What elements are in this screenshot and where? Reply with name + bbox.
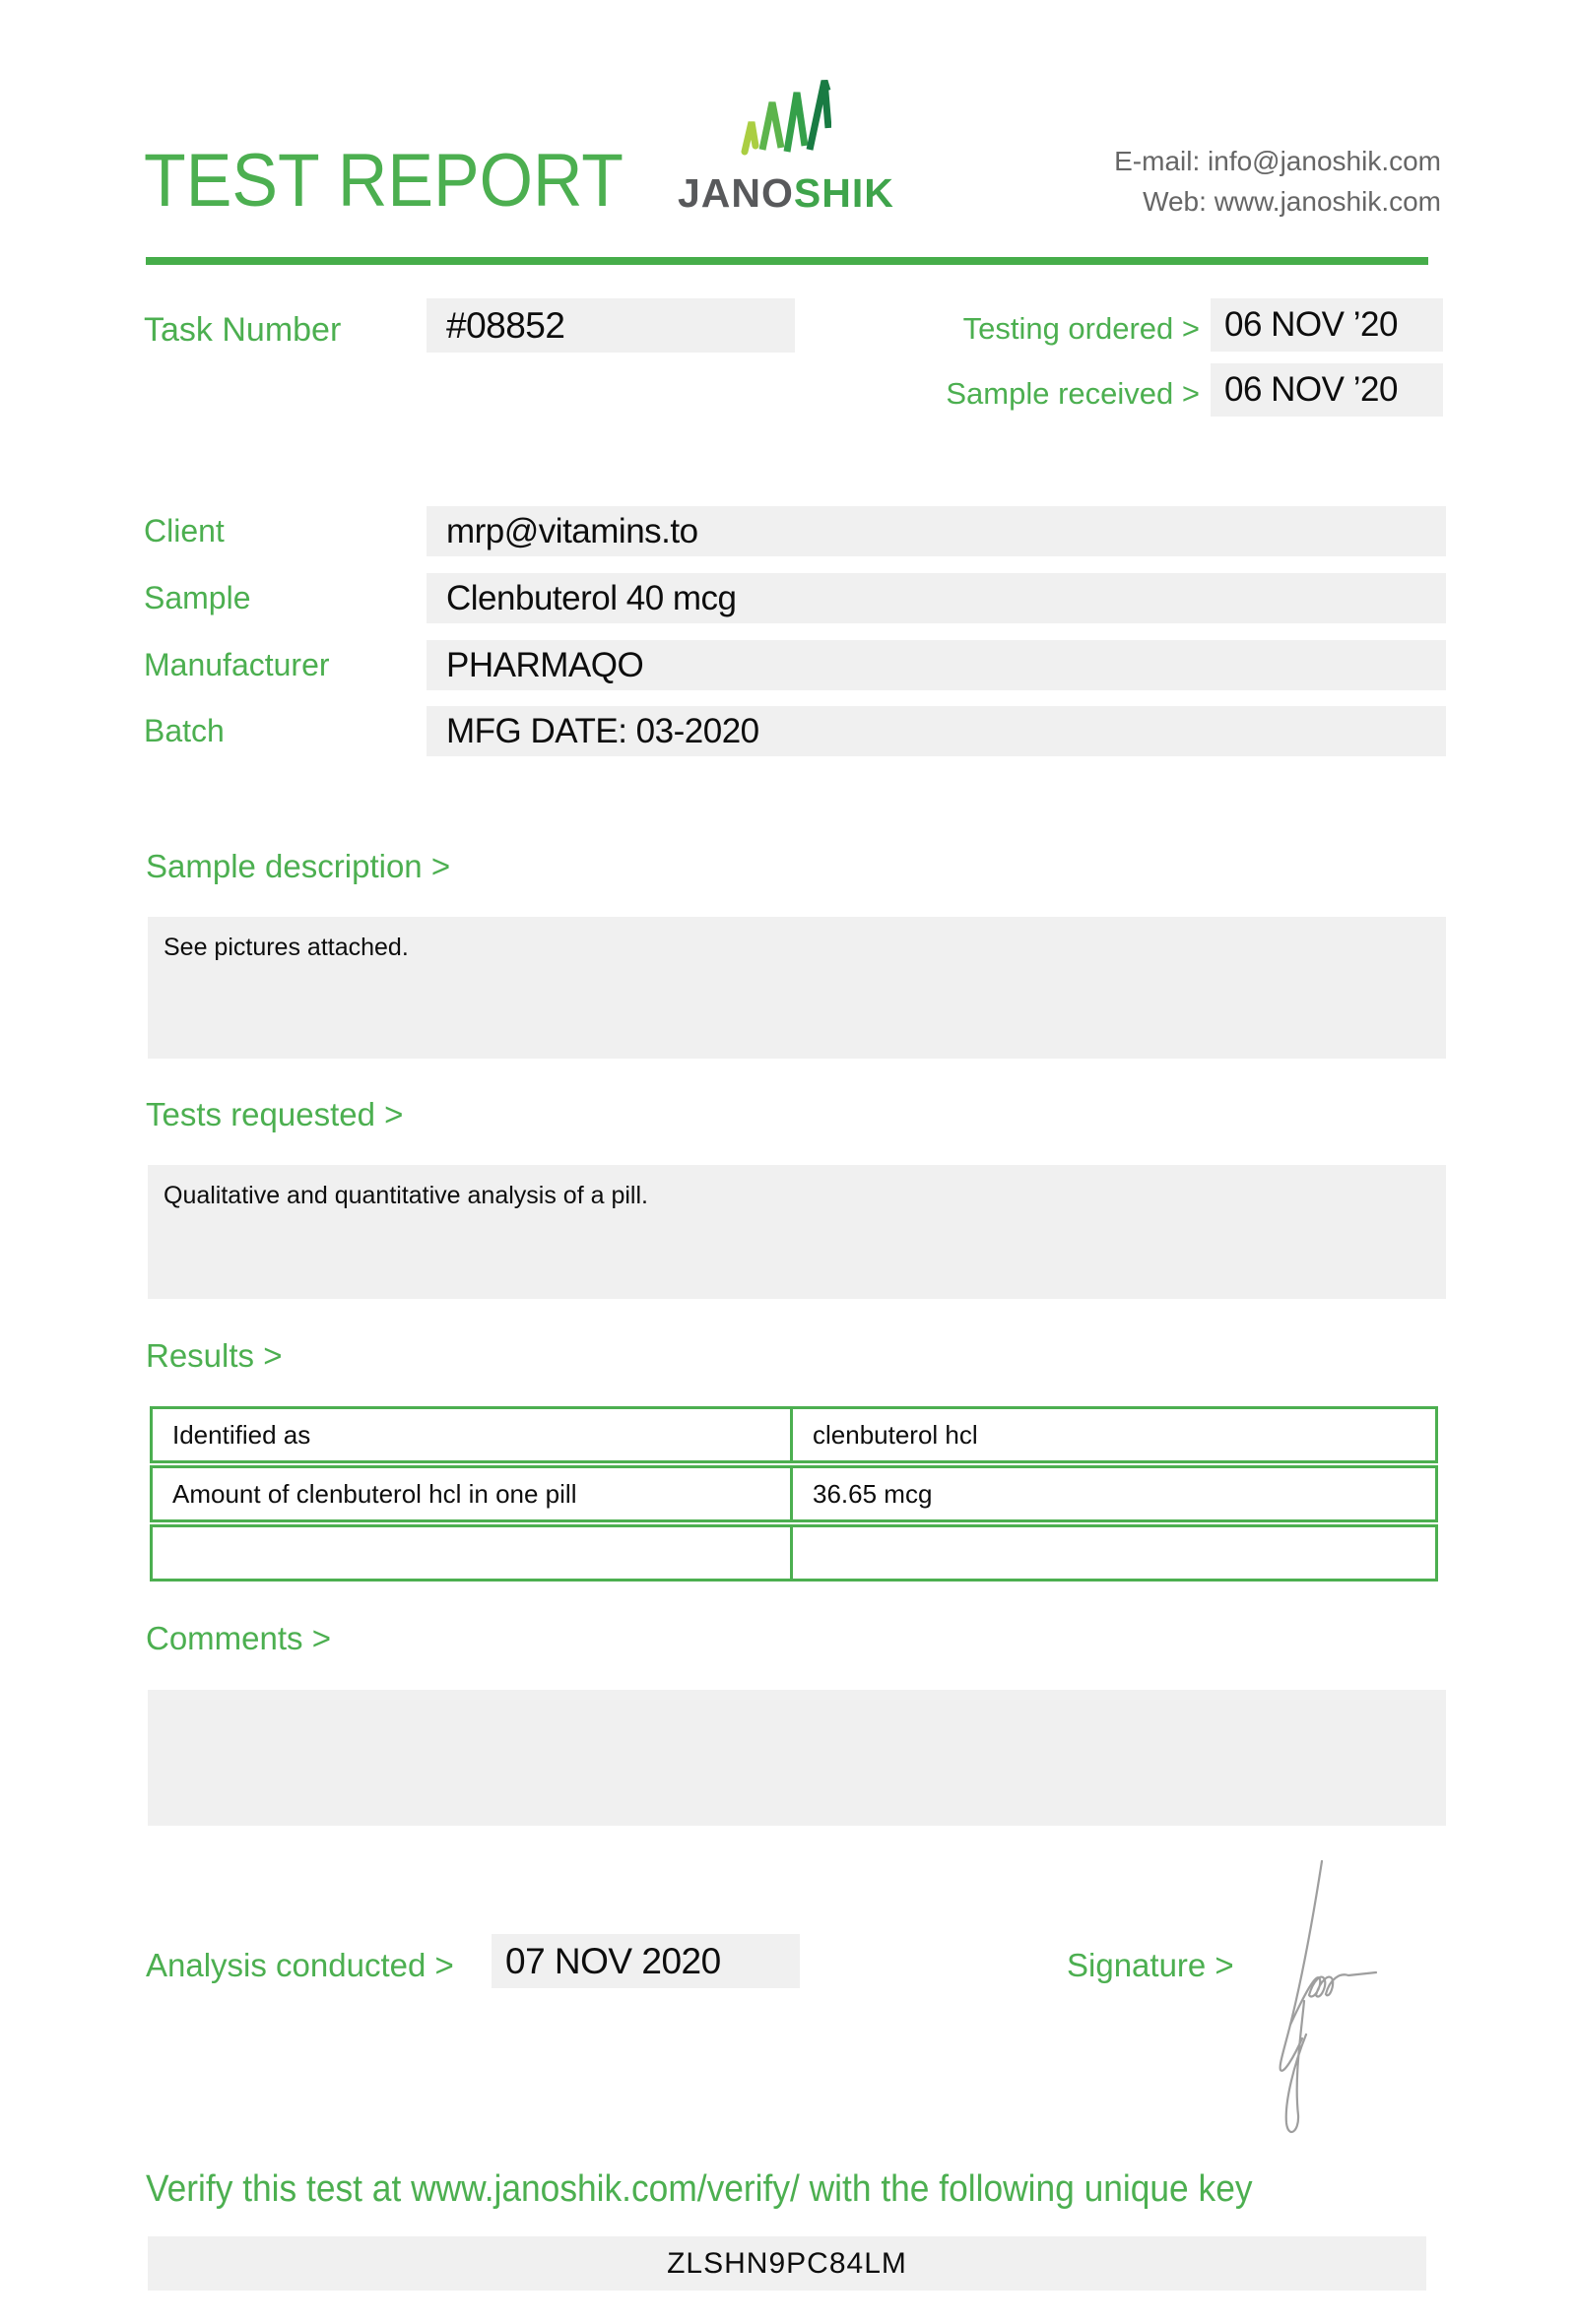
sample-description-body: See pictures attached. (164, 934, 409, 961)
contact-block (1114, 141, 1441, 222)
logo-jano-text: JANO (678, 170, 794, 216)
task-number-field (427, 298, 795, 353)
batch-value: MFG DATE: 03-2020 (446, 712, 759, 750)
sample-field (427, 573, 1446, 623)
manufacturer-value: PHARMAQO (446, 646, 644, 684)
results-row-1 (150, 1406, 1438, 1463)
results-cell-identified-label: Identified as (153, 1409, 793, 1460)
header-divider (146, 257, 1428, 265)
comments-box (148, 1690, 1446, 1826)
verify-key-field (148, 2236, 1426, 2291)
results-cell-amount-value: 36.65 mcg (813, 1479, 933, 1509)
results-cell-amount-label: Amount of clenbuterol hcl in one pill (153, 1468, 793, 1519)
client-field (427, 506, 1446, 556)
analysis-conducted-label: Analysis conducted > (146, 1947, 454, 1983)
results-table (150, 1406, 1438, 1582)
sample-value: Clenbuterol 40 mcg (446, 579, 737, 617)
sample-received-value: 06 NOV ’20 (1224, 370, 1398, 409)
verify-key-value: ZLSHN9PC84LM (667, 2247, 907, 2280)
sample-description-box (148, 917, 1446, 1059)
testing-ordered-value: 06 NOV ’20 (1224, 305, 1398, 344)
batch-field (427, 706, 1446, 756)
client-label: Client (144, 513, 225, 549)
contact-web: Web: www.janoshik.com (1143, 186, 1441, 217)
manufacturer-label: Manufacturer (144, 647, 330, 682)
logo-shik-text: SHIK (793, 170, 894, 216)
tests-requested-box (148, 1165, 1446, 1299)
results-cell-identified-value: clenbuterol hcl (813, 1420, 978, 1450)
signature-image (1261, 1832, 1478, 2147)
task-number-value: #08852 (446, 305, 565, 346)
page-title: TEST REPORT (144, 139, 624, 223)
testing-ordered-field (1211, 298, 1443, 352)
results-row-2 (150, 1465, 1438, 1522)
task-number-label: Task Number (144, 311, 342, 349)
sample-label: Sample (144, 580, 251, 615)
results-cell-empty-value (793, 1527, 1435, 1579)
results-row-3 (150, 1524, 1438, 1582)
signature-label: Signature > (1067, 1947, 1234, 1983)
tests-requested-heading: Tests requested > (146, 1096, 404, 1132)
testing-ordered-label: Testing ordered > (962, 311, 1200, 346)
results-heading: Results > (146, 1337, 283, 1374)
sample-received-field (1211, 363, 1443, 417)
contact-email: E-mail: info@janoshik.com (1114, 146, 1441, 176)
client-value: mrp@vitamins.to (446, 512, 698, 550)
results-cell-empty-label (153, 1527, 793, 1579)
batch-label: Batch (144, 713, 225, 748)
analysis-conducted-field (492, 1934, 800, 1988)
comments-body (148, 1690, 1446, 1704)
sample-received-label: Sample received > (946, 376, 1200, 411)
analysis-conducted-value: 07 NOV 2020 (505, 1941, 721, 1981)
janoshik-logo (678, 170, 914, 216)
growth-chart-icon (739, 77, 831, 160)
verify-text: Verify this test at www.janoshik.com/verify/ with the following unique key (146, 2168, 1253, 2210)
tests-requested-body: Qualitative and quantitative analysis of a pill. (164, 1182, 648, 1209)
sample-description-heading: Sample description > (146, 848, 451, 884)
manufacturer-field (427, 640, 1446, 690)
comments-heading: Comments > (146, 1620, 331, 1656)
